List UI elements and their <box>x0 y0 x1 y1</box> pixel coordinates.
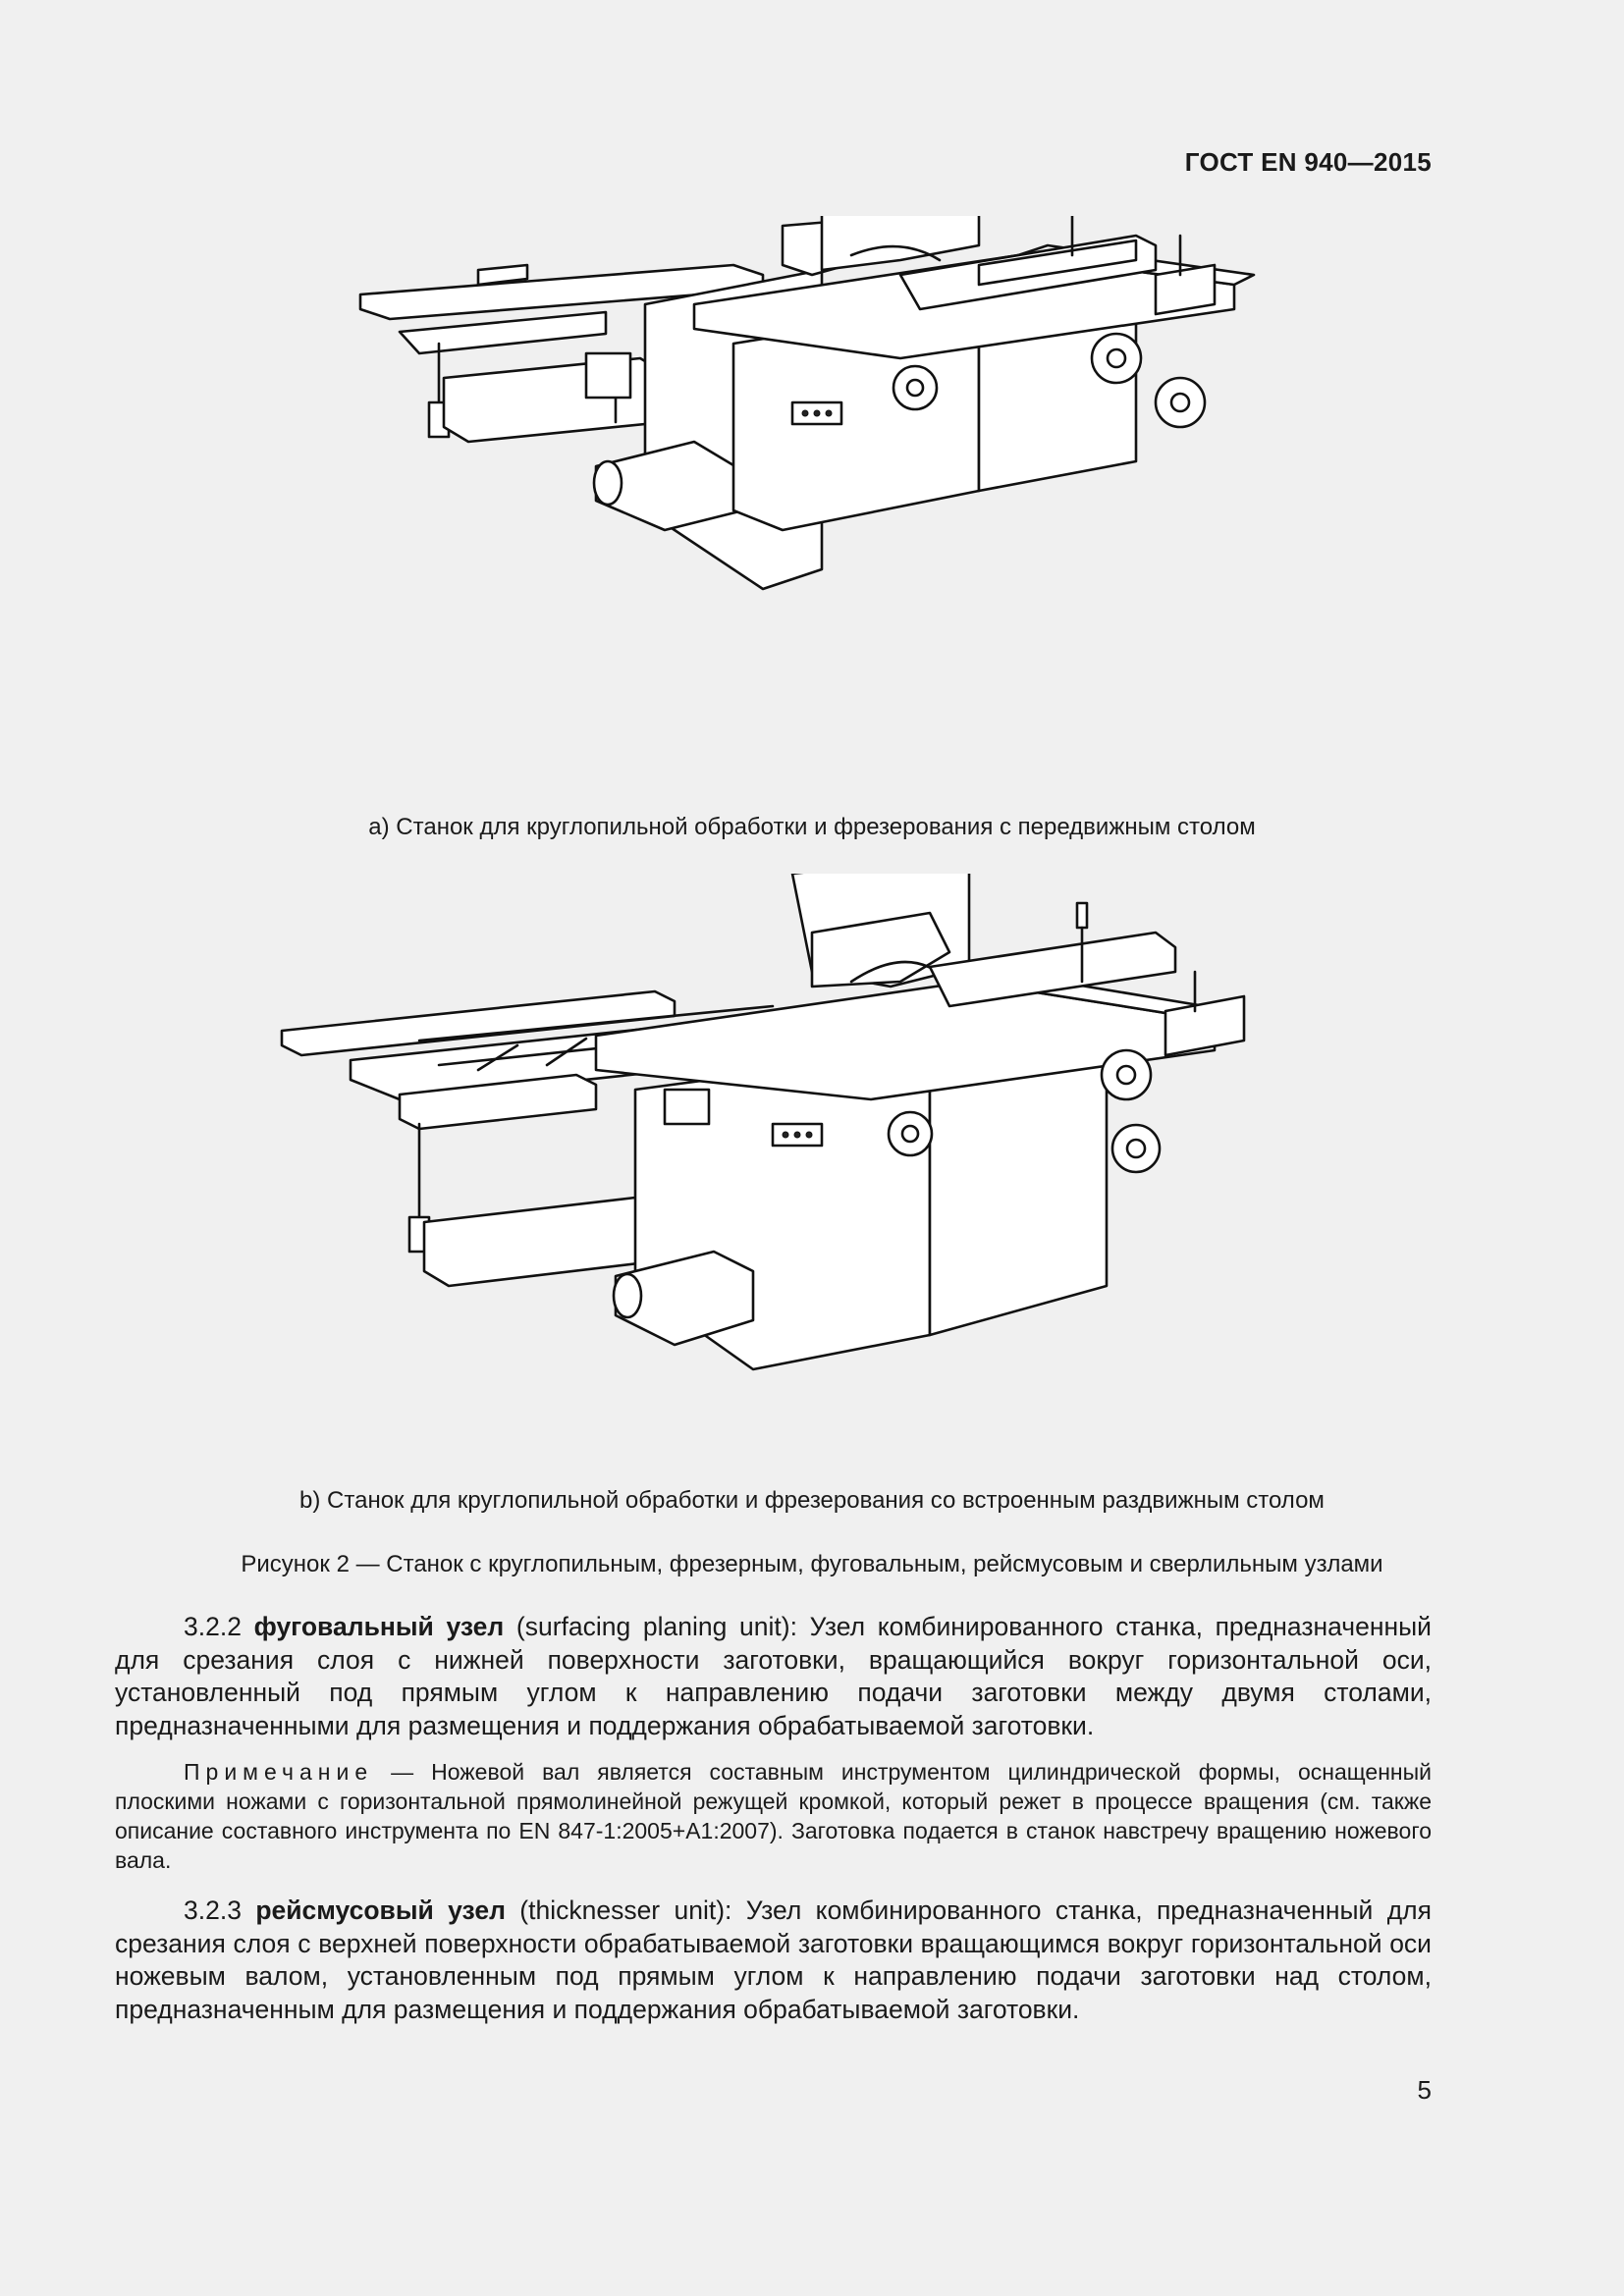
section-text: (surfacing planing unit): Узел комбинированного станка, предназначенный для срезания слоя с нижней поверхности заготовки, вращающийся вокруг горизонтальной оси, установленный под прямым углом к направлению подачи заготовки между двумя столами, предназначенными для размещения и поддержания обрабатываемой заготовки. <box>115 1612 1432 1740</box>
section-text: (thicknesser unit): Узел комбинированного станка, предназначенный для срезания слоя с верхней поверхности обрабатываемой заготовки вращающимся вокруг горизонтальной оси ножевым валом, установленным под прямым углом к направлению подачи заготовки над столом, предназначенным для размещения и поддержания обрабатываемой заготовки. <box>115 1896 1432 2024</box>
section-number: 3.2.2 <box>184 1612 242 1641</box>
note-block <box>115 1757 1432 1875</box>
figure-a-caption: a) Станок для круглопильной обработки и фрезерования с передвижным столом <box>368 814 1256 840</box>
section-term: фуговальный узел <box>253 1612 505 1641</box>
section-number: 3.2.3 <box>184 1896 242 1925</box>
section-term: рейсмусовый узел <box>255 1896 506 1925</box>
figure-b-machine-integrated-table <box>0 874 1624 1482</box>
page-number: 5 <box>1417 2075 1432 2105</box>
figure-title: Рисунок 2 — Станок с круглопильным, фрезерным, фуговальным, рейсмусовым и сверлильным узлами <box>241 1551 1383 1577</box>
figure-b-drawing <box>223 874 1401 1482</box>
figure-a-drawing <box>272 216 1352 805</box>
figure-b-caption: b) Станок для круглопильной обработки и фрезерования со встроенным раздвижным столом <box>299 1487 1325 1514</box>
document-code: ГОСТ EN 940—2015 <box>1184 147 1432 177</box>
section-3-2-3 <box>115 1895 1432 2026</box>
section-3-2-2 <box>115 1611 1432 1742</box>
note-label: Примечание <box>184 1759 374 1785</box>
figure-a-machine-sliding-table <box>0 216 1624 805</box>
note-text: — Ножевой вал является составным инструментом цилиндрической формы, оснащенный плоскими ножами с горизонтальной прямолинейной режущей кромкой, который режет в процессе вращения (см. также описание составного инструмента по EN 847-1:2005+A1:2007). Заготовка подается в станок навстречу вращению ножевого вала. <box>115 1759 1433 1873</box>
